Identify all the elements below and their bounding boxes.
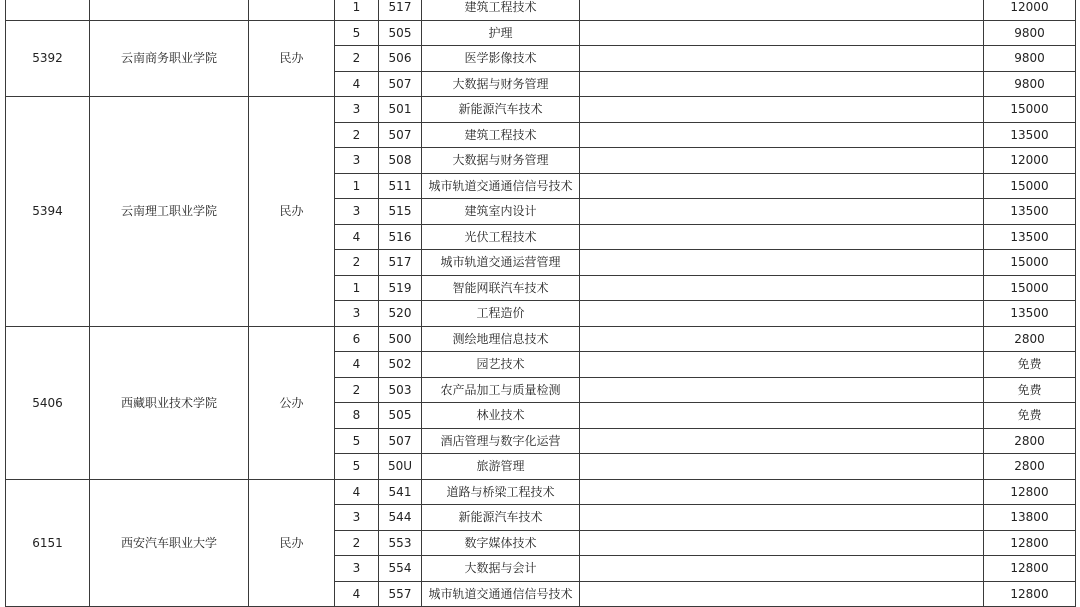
major-code-cell: 501 bbox=[379, 97, 422, 123]
major-name-cell: 农产品加工与质量检测 bbox=[422, 377, 580, 403]
school-name-cell: 云南商务职业学院 bbox=[90, 20, 249, 97]
remark-cell bbox=[580, 199, 984, 225]
major-code-cell: 505 bbox=[379, 403, 422, 429]
school-name-cell: 云南理工职业学院 bbox=[90, 97, 249, 327]
tuition-fee-cell: 13500 bbox=[984, 301, 1076, 327]
remark-cell bbox=[580, 454, 984, 480]
major-code-cell: 500 bbox=[379, 326, 422, 352]
tuition-fee-cell: 15000 bbox=[984, 173, 1076, 199]
remark-cell bbox=[580, 479, 984, 505]
plan-count-cell: 2 bbox=[335, 530, 379, 556]
major-code-cell: 507 bbox=[379, 71, 422, 97]
remark-cell bbox=[580, 71, 984, 97]
major-code-cell: 515 bbox=[379, 199, 422, 225]
school-name-cell: 西安汽车职业大学 bbox=[90, 479, 249, 607]
tuition-fee-cell: 15000 bbox=[984, 97, 1076, 123]
tuition-fee-cell: 2800 bbox=[984, 454, 1076, 480]
plan-count-cell: 2 bbox=[335, 377, 379, 403]
remark-cell bbox=[580, 556, 984, 582]
school-code-cell bbox=[6, 0, 90, 20]
major-code-cell: 541 bbox=[379, 479, 422, 505]
remark-cell bbox=[580, 148, 984, 174]
major-code-cell: 544 bbox=[379, 505, 422, 531]
major-code-cell: 517 bbox=[379, 250, 422, 276]
major-code-cell: 508 bbox=[379, 148, 422, 174]
major-name-cell: 智能网联汽车技术 bbox=[422, 275, 580, 301]
major-name-cell: 医学影像技术 bbox=[422, 46, 580, 72]
plan-count-cell: 3 bbox=[335, 556, 379, 582]
remark-cell bbox=[580, 377, 984, 403]
tuition-fee-cell: 2800 bbox=[984, 428, 1076, 454]
remark-cell bbox=[580, 530, 984, 556]
tuition-fee-cell: 9800 bbox=[984, 46, 1076, 72]
major-name-cell: 城市轨道交通运营管理 bbox=[422, 250, 580, 276]
tuition-fee-cell: 9800 bbox=[984, 20, 1076, 46]
remark-cell bbox=[580, 0, 984, 20]
tuition-fee-cell: 免费 bbox=[984, 377, 1076, 403]
tuition-fee-cell: 12800 bbox=[984, 479, 1076, 505]
plan-count-cell: 4 bbox=[335, 581, 379, 607]
tuition-fee-cell: 15000 bbox=[984, 250, 1076, 276]
table-row bbox=[6, 479, 1076, 505]
plan-count-cell: 5 bbox=[335, 20, 379, 46]
plan-count-cell: 4 bbox=[335, 479, 379, 505]
tuition-fee-cell: 13800 bbox=[984, 505, 1076, 531]
major-code-cell: 50U bbox=[379, 454, 422, 480]
major-name-cell: 旅游管理 bbox=[422, 454, 580, 480]
major-code-cell: 557 bbox=[379, 581, 422, 607]
plan-count-cell: 4 bbox=[335, 224, 379, 250]
plan-count-cell: 3 bbox=[335, 301, 379, 327]
remark-cell bbox=[580, 403, 984, 429]
plan-count-cell: 2 bbox=[335, 46, 379, 72]
major-name-cell: 城市轨道交通通信信号技术 bbox=[422, 173, 580, 199]
tuition-fee-cell: 13500 bbox=[984, 224, 1076, 250]
plan-count-cell: 2 bbox=[335, 250, 379, 276]
major-name-cell: 大数据与财务管理 bbox=[422, 148, 580, 174]
major-name-cell: 建筑室内设计 bbox=[422, 199, 580, 225]
school-type-cell bbox=[249, 0, 335, 20]
major-name-cell: 建筑工程技术 bbox=[422, 0, 580, 20]
plan-count-cell: 5 bbox=[335, 454, 379, 480]
tuition-fee-cell: 免费 bbox=[984, 403, 1076, 429]
major-code-cell: 505 bbox=[379, 20, 422, 46]
plan-count-cell: 3 bbox=[335, 148, 379, 174]
remark-cell bbox=[580, 20, 984, 46]
plan-count-cell: 4 bbox=[335, 71, 379, 97]
tuition-fee-cell: 13500 bbox=[984, 122, 1076, 148]
tuition-fee-cell: 15000 bbox=[984, 275, 1076, 301]
plan-count-cell: 5 bbox=[335, 428, 379, 454]
major-code-cell: 507 bbox=[379, 428, 422, 454]
school-code-cell: 5394 bbox=[6, 97, 90, 327]
major-code-cell: 503 bbox=[379, 377, 422, 403]
major-code-cell: 506 bbox=[379, 46, 422, 72]
major-name-cell: 道路与桥梁工程技术 bbox=[422, 479, 580, 505]
plan-count-cell: 6 bbox=[335, 326, 379, 352]
major-code-cell: 511 bbox=[379, 173, 422, 199]
remark-cell bbox=[580, 173, 984, 199]
major-code-cell: 519 bbox=[379, 275, 422, 301]
plan-count-cell: 1 bbox=[335, 0, 379, 20]
school-type-cell: 民办 bbox=[249, 20, 335, 97]
plan-count-cell: 2 bbox=[335, 122, 379, 148]
major-name-cell: 林业技术 bbox=[422, 403, 580, 429]
major-code-cell: 507 bbox=[379, 122, 422, 148]
plan-count-cell: 1 bbox=[335, 275, 379, 301]
school-type-cell: 民办 bbox=[249, 479, 335, 607]
tuition-fee-cell: 12000 bbox=[984, 148, 1076, 174]
plan-count-cell: 1 bbox=[335, 173, 379, 199]
major-code-cell: 516 bbox=[379, 224, 422, 250]
remark-cell bbox=[580, 301, 984, 327]
remark-cell bbox=[580, 352, 984, 378]
major-name-cell: 护理 bbox=[422, 20, 580, 46]
tuition-fee-cell: 9800 bbox=[984, 71, 1076, 97]
major-code-cell: 517 bbox=[379, 0, 422, 20]
major-name-cell: 园艺技术 bbox=[422, 352, 580, 378]
table-row bbox=[6, 20, 1076, 46]
school-type-cell: 民办 bbox=[249, 97, 335, 327]
major-name-cell: 测绘地理信息技术 bbox=[422, 326, 580, 352]
school-name-cell: 西藏职业技术学院 bbox=[90, 326, 249, 479]
table-row bbox=[6, 97, 1076, 123]
remark-cell bbox=[580, 250, 984, 276]
table-row bbox=[6, 0, 1076, 20]
major-name-cell: 大数据与会计 bbox=[422, 556, 580, 582]
school-code-cell: 5392 bbox=[6, 20, 90, 97]
major-code-cell: 520 bbox=[379, 301, 422, 327]
major-code-cell: 554 bbox=[379, 556, 422, 582]
admission-plan-table bbox=[5, 0, 1076, 607]
major-code-cell: 553 bbox=[379, 530, 422, 556]
tuition-fee-cell: 12800 bbox=[984, 556, 1076, 582]
major-name-cell: 新能源汽车技术 bbox=[422, 97, 580, 123]
tuition-fee-cell: 12800 bbox=[984, 581, 1076, 607]
tuition-fee-cell: 免费 bbox=[984, 352, 1076, 378]
tuition-fee-cell: 12800 bbox=[984, 530, 1076, 556]
remark-cell bbox=[580, 224, 984, 250]
plan-count-cell: 8 bbox=[335, 403, 379, 429]
remark-cell bbox=[580, 326, 984, 352]
plan-count-cell: 3 bbox=[335, 505, 379, 531]
major-name-cell: 工程造价 bbox=[422, 301, 580, 327]
school-name-cell bbox=[90, 0, 249, 20]
tuition-fee-cell: 2800 bbox=[984, 326, 1076, 352]
plan-count-cell: 3 bbox=[335, 97, 379, 123]
tuition-fee-cell: 13500 bbox=[984, 199, 1076, 225]
remark-cell bbox=[580, 46, 984, 72]
major-name-cell: 酒店管理与数字化运营 bbox=[422, 428, 580, 454]
major-name-cell: 数字媒体技术 bbox=[422, 530, 580, 556]
remark-cell bbox=[580, 428, 984, 454]
remark-cell bbox=[580, 122, 984, 148]
remark-cell bbox=[580, 97, 984, 123]
plan-count-cell: 3 bbox=[335, 199, 379, 225]
plan-count-cell: 4 bbox=[335, 352, 379, 378]
school-code-cell: 5406 bbox=[6, 326, 90, 479]
major-name-cell: 光伏工程技术 bbox=[422, 224, 580, 250]
school-type-cell: 公办 bbox=[249, 326, 335, 479]
tuition-fee-cell: 12000 bbox=[984, 0, 1076, 20]
school-code-cell: 6151 bbox=[6, 479, 90, 607]
major-name-cell: 建筑工程技术 bbox=[422, 122, 580, 148]
major-code-cell: 502 bbox=[379, 352, 422, 378]
major-name-cell: 新能源汽车技术 bbox=[422, 505, 580, 531]
major-name-cell: 城市轨道交通通信信号技术 bbox=[422, 581, 580, 607]
remark-cell bbox=[580, 275, 984, 301]
remark-cell bbox=[580, 505, 984, 531]
table-row bbox=[6, 326, 1076, 352]
major-name-cell: 大数据与财务管理 bbox=[422, 71, 580, 97]
